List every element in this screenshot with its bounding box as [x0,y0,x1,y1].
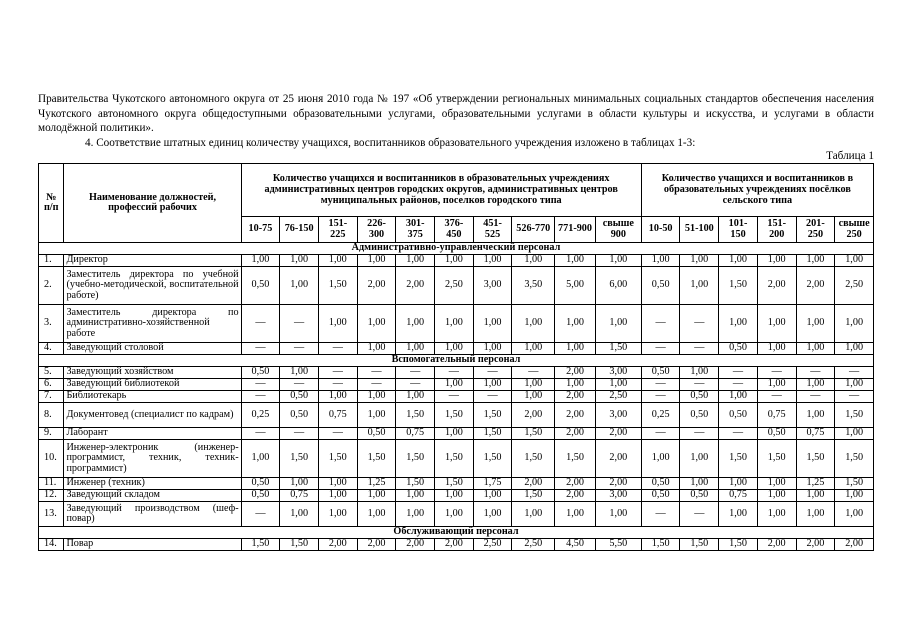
header-col-urban-4: 301-375 [396,217,435,243]
row-value: 1,00 [396,305,435,343]
row-value: 2,00 [595,440,641,478]
row-value: — [641,428,680,440]
row-value: 1,00 [473,490,512,502]
document-page [38,92,874,551]
row-value: 1,00 [512,391,555,403]
row-value: 1,50 [641,539,680,551]
row-value: 2,50 [435,267,474,305]
row-value: 1,50 [435,478,474,490]
row-value: 1,50 [680,539,719,551]
row-value: 2,00 [318,539,357,551]
row-position-name: Документовед (специалист по кадрам) [64,403,241,428]
section-title: Административно-управленческий персонал [39,243,874,255]
row-value: — [318,367,357,379]
row-value: 1,00 [357,391,396,403]
table-row [39,403,874,428]
row-value: 2,00 [595,478,641,490]
header-group-urban: Количество учащихся и воспитанников в образовательных учреждениях административных центров городских округов, административных центров муниципальных районов, поселков городского типа [241,164,641,217]
row-value: 3,50 [512,267,555,305]
row-value: 1,00 [835,379,874,391]
row-position-name: Заведующий складом [64,490,241,502]
row-value: 1,00 [280,255,319,267]
row-value: 2,00 [555,403,596,428]
row-position-name: Заведующий хозяйством [64,367,241,379]
header-col-urban-0: 10-75 [241,217,280,243]
row-value: 1,00 [473,379,512,391]
row-value: 1,00 [595,255,641,267]
row-value: 1,00 [357,343,396,355]
row-number: 9. [39,428,64,440]
row-position-name: Лаборант [64,428,241,440]
row-value: — [641,502,680,527]
row-value: 1,00 [357,490,396,502]
row-value: 1,00 [473,255,512,267]
row-value: — [396,367,435,379]
row-value: 1,50 [357,440,396,478]
row-value: 1,00 [555,305,596,343]
row-value: — [357,367,396,379]
row-value: 1,00 [435,343,474,355]
row-value: 1,00 [719,391,758,403]
row-value: 1,50 [555,440,596,478]
row-position-name: Инженер-электроник (инженер-программист, техник, техник-программист) [64,440,241,478]
section-row [39,527,874,539]
row-value: 0,75 [719,490,758,502]
row-value: 2,00 [555,478,596,490]
row-number: 1. [39,255,64,267]
row-value: — [757,367,796,379]
row-value: 1,50 [396,440,435,478]
row-value: 6,00 [595,267,641,305]
row-value: 1,50 [435,403,474,428]
row-value: 0,75 [280,490,319,502]
table-row [39,539,874,551]
header-num: № п/п [39,164,64,243]
header-col-rural-1: 51-100 [680,217,719,243]
header-col-urban-8: 771-900 [555,217,596,243]
row-value: 1,00 [357,255,396,267]
row-value: 1,00 [796,343,835,355]
row-value: 1,00 [680,478,719,490]
table-row [39,305,874,343]
row-value: 1,00 [435,428,474,440]
row-value: 1,00 [396,490,435,502]
row-value: — [280,343,319,355]
row-value: 0,50 [241,267,280,305]
row-value: 1,00 [357,502,396,527]
table-row [39,343,874,355]
row-value: 2,00 [555,391,596,403]
row-value: — [241,428,280,440]
row-value: 2,00 [555,490,596,502]
row-value: 1,00 [595,502,641,527]
row-value: 0,50 [680,403,719,428]
table-row [39,379,874,391]
row-position-name: Инженер (техник) [64,478,241,490]
row-value: 1,00 [318,391,357,403]
row-value: 1,50 [835,440,874,478]
row-position-name: Заместитель директора по учебной (учебно-методической, воспитательной работе) [64,267,241,305]
row-value: 1,00 [435,490,474,502]
row-value: 1,50 [473,440,512,478]
row-value: 1,00 [757,379,796,391]
row-value: 1,00 [396,502,435,527]
row-value: 1,00 [241,440,280,478]
section-row [39,355,874,367]
header-col-urban-9: свыше 900 [595,217,641,243]
row-value: 1,00 [757,478,796,490]
row-value: 1,00 [719,255,758,267]
header-col-urban-5: 376-450 [435,217,474,243]
row-value: 1,00 [318,305,357,343]
row-value: 0,50 [280,391,319,403]
staff-table-body [39,164,874,551]
row-value: 0,50 [641,478,680,490]
table-row [39,478,874,490]
row-value: 1,50 [318,440,357,478]
row-value: 1,00 [435,379,474,391]
row-value: 2,00 [396,539,435,551]
row-value: 1,50 [512,490,555,502]
row-value: 4,50 [555,539,596,551]
row-value: 1,00 [641,440,680,478]
row-value: 1,00 [512,343,555,355]
row-number: 2. [39,267,64,305]
row-value: — [280,305,319,343]
table-row [39,267,874,305]
row-value: 1,50 [241,539,280,551]
row-value: 1,50 [512,440,555,478]
row-value: 2,00 [757,267,796,305]
row-value: 1,00 [280,367,319,379]
row-value: 1,00 [473,502,512,527]
row-value: 0,50 [241,490,280,502]
row-value: 2,00 [835,539,874,551]
table-row [39,367,874,379]
row-number: 13. [39,502,64,527]
row-value: 1,75 [473,478,512,490]
row-value: 1,00 [757,490,796,502]
row-value: 0,50 [680,391,719,403]
row-value: 1,00 [357,403,396,428]
row-value: — [473,391,512,403]
header-col-rural-4: 201-250 [796,217,835,243]
row-number: 14. [39,539,64,551]
row-value: 0,50 [719,403,758,428]
table-header-row-1 [39,164,874,217]
row-value: 2,50 [835,267,874,305]
row-value: 2,00 [357,267,396,305]
row-value: 2,00 [396,267,435,305]
staff-table [38,163,874,551]
row-value: — [641,343,680,355]
row-value: 1,00 [719,502,758,527]
row-value: 1,00 [512,255,555,267]
row-value: 2,50 [473,539,512,551]
row-value: 1,00 [835,255,874,267]
row-value: — [512,367,555,379]
row-number: 6. [39,379,64,391]
row-value: 1,00 [318,478,357,490]
row-value: 0,50 [241,478,280,490]
row-number: 11. [39,478,64,490]
row-value: 1,00 [680,267,719,305]
row-value: — [473,367,512,379]
row-position-name: Библиотекарь [64,391,241,403]
row-value: 1,00 [680,440,719,478]
header-col-urban-7: 526-770 [512,217,555,243]
row-value: — [318,428,357,440]
row-value: 1,50 [835,478,874,490]
row-value: 1,25 [357,478,396,490]
row-value: — [641,391,680,403]
row-value: — [396,379,435,391]
row-value: 1,50 [318,267,357,305]
row-position-name: Заведующий библиотекой [64,379,241,391]
row-value: 0,50 [757,428,796,440]
row-value: 1,00 [796,403,835,428]
row-value: — [241,391,280,403]
row-value: — [680,305,719,343]
row-value: — [318,343,357,355]
row-position-name: Директор [64,255,241,267]
row-value: — [835,391,874,403]
row-value: — [719,428,758,440]
row-value: 1,00 [318,502,357,527]
row-position-name: Заведующий производством (шеф-повар) [64,502,241,527]
row-value: — [796,367,835,379]
header-col-urban-6: 451-525 [473,217,512,243]
row-value: 1,00 [719,478,758,490]
row-value: 1,00 [641,255,680,267]
row-value: 1,00 [835,502,874,527]
row-value: 1,00 [835,305,874,343]
row-value: 2,00 [512,478,555,490]
table-row [39,502,874,527]
row-value: — [680,428,719,440]
row-value: 1,50 [435,440,474,478]
header-col-rural-2: 101-150 [719,217,758,243]
row-value: 1,00 [318,255,357,267]
row-value: 0,75 [757,403,796,428]
row-value: — [435,367,474,379]
row-value: — [241,305,280,343]
header-col-rural-3: 151-200 [757,217,796,243]
row-value: — [641,379,680,391]
row-value: — [280,379,319,391]
section-title: Обслуживающий персонал [39,527,874,539]
row-value: 0,50 [641,367,680,379]
row-value: 0,25 [241,403,280,428]
row-number: 7. [39,391,64,403]
row-value: 1,00 [835,490,874,502]
row-value: — [719,367,758,379]
row-value: 1,50 [719,440,758,478]
row-value: 1,00 [595,305,641,343]
header-col-rural-0: 10-50 [641,217,680,243]
row-value: — [835,367,874,379]
row-value: — [796,391,835,403]
row-value: — [241,502,280,527]
row-value: 5,00 [555,267,596,305]
row-value: 1,00 [757,502,796,527]
table-row [39,391,874,403]
row-value: 1,50 [512,428,555,440]
row-value: 0,75 [396,428,435,440]
row-value: 1,50 [835,403,874,428]
row-value: 0,25 [641,403,680,428]
row-value: 2,00 [435,539,474,551]
row-value: 2,00 [595,428,641,440]
header-col-urban-1: 76-150 [280,217,319,243]
row-value: 2,00 [796,267,835,305]
row-value: 2,00 [555,367,596,379]
row-value: 5,50 [595,539,641,551]
row-value: 0,50 [641,490,680,502]
row-value: 1,50 [280,539,319,551]
row-value: — [680,379,719,391]
row-value: 1,00 [241,255,280,267]
table-row [39,255,874,267]
row-value: 1,00 [796,305,835,343]
row-value: 1,50 [796,440,835,478]
row-value: 1,00 [555,255,596,267]
row-value: 1,50 [280,440,319,478]
row-value: — [680,502,719,527]
row-value: 1,50 [757,440,796,478]
row-number: 10. [39,440,64,478]
row-value: 1,00 [396,255,435,267]
row-value: 1,00 [318,490,357,502]
row-value: — [757,391,796,403]
row-value: 1,50 [719,539,758,551]
row-value: 1,00 [680,255,719,267]
header-col-urban-2: 151-225 [318,217,357,243]
row-value: 1,00 [757,255,796,267]
row-value: 1,00 [435,255,474,267]
row-value: 1,00 [473,305,512,343]
row-value: 1,00 [719,305,758,343]
row-value: 1,00 [555,343,596,355]
row-position-name: Повар [64,539,241,551]
row-value: 1,00 [757,343,796,355]
row-value: 0,50 [641,267,680,305]
header-col-rural-5: свыше 250 [835,217,874,243]
row-value: 1,00 [473,343,512,355]
row-value: 1,50 [719,267,758,305]
table-row [39,490,874,502]
row-value: 1,00 [280,478,319,490]
header-name: Наименование должностей, профессий рабочих [64,164,241,243]
row-value: 1,00 [555,502,596,527]
row-number: 4. [39,343,64,355]
row-value: 0,50 [280,403,319,428]
row-value: — [719,379,758,391]
row-value: 1,00 [280,267,319,305]
row-value: 1,00 [595,379,641,391]
row-value: 2,00 [357,539,396,551]
table-caption: Таблица 1 [826,150,874,163]
row-value: 1,00 [435,305,474,343]
row-value: 1,00 [357,305,396,343]
row-value: 3,00 [595,490,641,502]
section-title: Вспомогательный персонал [39,355,874,367]
row-value: 2,50 [512,539,555,551]
row-value: 3,00 [595,403,641,428]
row-number: 8. [39,403,64,428]
row-value: 3,00 [595,367,641,379]
row-value: 1,00 [280,502,319,527]
row-position-name: Заведующий столовой [64,343,241,355]
row-value: — [641,305,680,343]
row-value: — [357,379,396,391]
row-value: 0,50 [719,343,758,355]
row-value: — [680,343,719,355]
point-4-paragraph: 4. Соответствие штатных единиц количеству учащихся, воспитанников образовательного учреждения изложено в таблицах 1-3: [85,136,696,149]
row-value: 0,50 [680,490,719,502]
row-position-name: Заместитель директора по административно-хозяйственной работе [64,305,241,343]
table-row [39,440,874,478]
row-value: 2,50 [595,391,641,403]
table-row [39,428,874,440]
row-value: 1,00 [796,379,835,391]
row-value: 2,00 [555,428,596,440]
row-value: 1,00 [680,367,719,379]
row-number: 5. [39,367,64,379]
row-value: 2,00 [512,403,555,428]
row-value: 1,00 [435,502,474,527]
row-value: 0,75 [318,403,357,428]
row-number: 3. [39,305,64,343]
row-value: — [318,379,357,391]
row-value: 1,00 [835,343,874,355]
row-value: 1,00 [512,379,555,391]
row-value: 2,00 [757,539,796,551]
row-value: 0,50 [241,367,280,379]
section-row [39,243,874,255]
row-value: 1,50 [396,478,435,490]
row-value: 1,00 [796,490,835,502]
row-value: — [280,428,319,440]
row-value: 1,00 [396,343,435,355]
row-value: 1,00 [835,428,874,440]
row-value: 1,00 [512,305,555,343]
row-value: 1,50 [595,343,641,355]
row-value: 0,75 [796,428,835,440]
header-group-rural: Количество учащихся и воспитанников в образовательных учреждениях посёлков сельского типа [641,164,873,217]
row-value: — [241,343,280,355]
row-value: 0,50 [357,428,396,440]
row-value: 1,00 [796,502,835,527]
row-value: 1,25 [796,478,835,490]
row-value: 1,00 [796,255,835,267]
row-number: 12. [39,490,64,502]
intro-paragraph: Правительства Чукотского автономного округа от 25 июня 2010 года № 197 «Об утверждении региональных минимальных социальных стандартов обеспечения населения Чукотского автономного округа общедоступными образовательными услугами, образовательными услугами в области культуры и искусства, и услугами в области молодёжной политики». [38,93,874,135]
row-value: 1,00 [512,502,555,527]
row-value: 1,50 [473,403,512,428]
row-value: — [435,391,474,403]
row-value: 1,00 [757,305,796,343]
row-value: 3,00 [473,267,512,305]
row-value: 1,50 [396,403,435,428]
row-value: — [241,379,280,391]
row-value: 2,00 [796,539,835,551]
row-value: 1,50 [473,428,512,440]
header-col-urban-3: 226-300 [357,217,396,243]
row-value: 1,00 [555,379,596,391]
row-value: 1,00 [396,391,435,403]
